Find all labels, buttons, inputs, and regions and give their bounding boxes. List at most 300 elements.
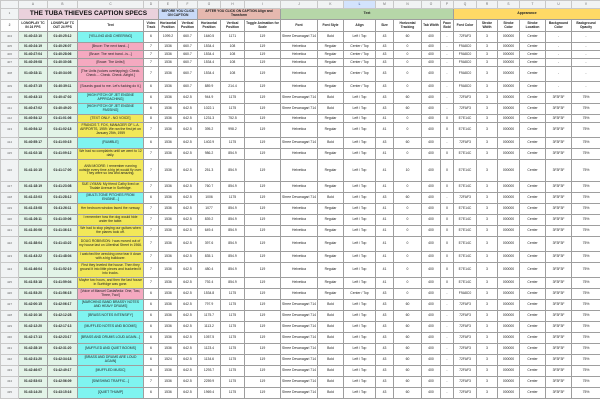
faux-bold-cell[interactable]: X [441, 204, 454, 215]
row-number[interactable]: 422 [1, 237, 19, 252]
row-number[interactable]: 430 [1, 333, 19, 344]
before-v-pos-cell[interactable]: 642.5 [178, 226, 198, 237]
font-style-cell[interactable]: Bold [318, 322, 344, 333]
before-h-pos-cell[interactable]: 1536 [159, 377, 178, 388]
stroke-location-cell[interactable]: Center [520, 67, 546, 82]
tc-out-cell[interactable]: 01:42:17:13 [48, 322, 78, 333]
tracking-cell[interactable]: 60 [394, 322, 422, 333]
font-color-cell[interactable]: 72FAF3 [454, 311, 477, 322]
video-track-cell[interactable]: 6 [144, 289, 159, 300]
stroke-location-cell[interactable]: Center [520, 355, 546, 366]
column-header[interactable]: Font Style [318, 20, 344, 32]
bg-color-cell[interactable]: 3F3F3F [546, 115, 572, 123]
stroke-location-cell[interactable]: Center [520, 226, 546, 237]
after-h-pos-cell[interactable]: 649.4 [198, 226, 221, 237]
font-cell[interactable]: Helvetica [281, 160, 318, 182]
stroke-location-cell[interactable]: Center [520, 51, 546, 59]
tc-out-cell[interactable]: 01:40:25:12 [48, 32, 78, 43]
column-header[interactable]: Size [376, 20, 394, 32]
after-v-pos-cell[interactable]: 108 [221, 67, 245, 82]
column-letter-d[interactable]: D [144, 1, 159, 9]
stroke-width-cell[interactable]: 3 [477, 366, 498, 377]
tc-in-cell[interactable]: 01:41:26:11 [19, 215, 48, 226]
align-cell[interactable]: Left / Top [344, 32, 376, 43]
tab-width-cell[interactable]: 400 [422, 82, 441, 93]
align-cell[interactable]: Left / Top [344, 322, 376, 333]
align-cell[interactable]: Left / Top [344, 237, 376, 252]
stroke-location-cell[interactable]: Center [520, 204, 546, 215]
scale-anim-cell[interactable]: 119 [245, 204, 281, 215]
scale-anim-cell[interactable]: 119 [245, 149, 281, 160]
align-cell[interactable]: Left / Top [344, 311, 376, 322]
after-h-pos-cell[interactable]: 1534.4 [198, 51, 221, 59]
after-v-pos-cell[interactable]: 854.9 [221, 237, 245, 252]
font-color-cell[interactable]: 72FAF3 [454, 322, 477, 333]
tab-width-cell[interactable]: 400 [422, 322, 441, 333]
scale-anim-cell[interactable]: 119 [245, 51, 281, 59]
font-color-cell[interactable]: 72FAF3 [454, 300, 477, 311]
tc-out-cell[interactable]: 01:42:56:09 [48, 377, 78, 388]
before-v-pos-cell[interactable]: 642.5 [178, 215, 198, 226]
tc-in-cell[interactable]: 01:42:53:03 [19, 377, 48, 388]
tab-width-cell[interactable]: 400 [422, 43, 441, 51]
size-cell[interactable]: 43 [376, 193, 394, 204]
faux-bold-cell[interactable]: X [441, 115, 454, 123]
stroke-location-cell[interactable]: Center [520, 215, 546, 226]
faux-bold-cell[interactable]: - [441, 366, 454, 377]
tab-width-cell[interactable]: 400 [422, 311, 441, 322]
scale-anim-cell[interactable]: 119 [245, 115, 281, 123]
tc-in-cell[interactable]: 01:42:00:15 [19, 300, 48, 311]
font-cell[interactable]: Helvetica [281, 82, 318, 93]
before-v-pos-cell[interactable]: 660.7 [178, 82, 198, 93]
faux-bold-cell[interactable]: - [441, 322, 454, 333]
before-v-pos-cell[interactable]: 660.7 [178, 67, 198, 82]
column-header[interactable]: Horizontal Position [159, 20, 178, 32]
align-cell[interactable]: Left / Top [344, 355, 376, 366]
column-header[interactable]: Font Color [454, 20, 477, 32]
column-header[interactable]: Video Track [144, 20, 159, 32]
stroke-location-cell[interactable]: Center [520, 59, 546, 67]
tc-out-cell[interactable]: 01:42:23:17 [48, 333, 78, 344]
stroke-color-cell[interactable]: 000000 [498, 278, 520, 289]
caption-text-cell[interactable]: [BRASS AND DRUMS LOUD AGAIN...] [78, 333, 144, 344]
before-v-pos-cell[interactable]: 642.5 [178, 104, 198, 115]
after-h-pos-cell[interactable]: 1534.4 [198, 43, 221, 51]
tab-width-cell[interactable]: 400 [422, 93, 441, 104]
bg-opacity-cell[interactable]: - [572, 82, 600, 93]
after-h-pos-cell[interactable]: 1113.2 [198, 322, 221, 333]
caption-text-cell[interactable]: SUE LYMAN: My friend Cathy lived on Tisdale Avenue in Surfridge. [78, 182, 144, 193]
scale-anim-cell[interactable]: 119 [245, 93, 281, 104]
tc-out-cell[interactable]: 01:41:48:04 [48, 252, 78, 263]
caption-text-cell[interactable]: I remember how the dog would hide under the table. [78, 215, 144, 226]
font-cell[interactable]: Helvetica [281, 226, 318, 237]
after-h-pos-cell[interactable]: 1077 [198, 204, 221, 215]
size-cell[interactable]: 41 [376, 263, 394, 278]
stroke-location-cell[interactable]: Center [520, 388, 546, 399]
video-track-cell[interactable]: 7 [144, 51, 159, 59]
font-color-cell[interactable]: E7E14C [454, 160, 477, 182]
size-cell[interactable]: 43 [376, 51, 394, 59]
size-cell[interactable]: 41 [376, 278, 394, 289]
row-number[interactable]: 409 [1, 82, 19, 93]
font-color-cell[interactable]: E7E14C [454, 237, 477, 252]
bg-color-cell[interactable]: 3F3F3F [546, 333, 572, 344]
size-cell[interactable]: 41 [376, 182, 394, 193]
caption-text-cell[interactable]: [Sounds good to me. Let's fucking do it.] [78, 82, 144, 93]
bg-opacity-cell[interactable]: 75% [572, 263, 600, 278]
after-v-pos-cell[interactable]: 108 [221, 43, 245, 51]
size-cell[interactable]: 41 [376, 237, 394, 252]
bg-color-cell[interactable]: 3F3F3F [546, 366, 572, 377]
size-cell[interactable]: 43 [376, 311, 394, 322]
caption-text-cell[interactable]: [Bruce: The next band...is...] [78, 51, 144, 59]
after-v-pos-cell[interactable]: 1171 [221, 32, 245, 43]
column-letter-i[interactable]: I [245, 1, 281, 9]
font-style-cell[interactable]: Bold [318, 344, 344, 355]
tc-out-cell[interactable]: 01:40:39:11 [48, 82, 78, 93]
bg-opacity-cell[interactable]: 75% [572, 237, 600, 252]
bg-opacity-cell[interactable]: 75% [572, 149, 600, 160]
after-h-pos-cell[interactable]: 1022.1 [198, 104, 221, 115]
bg-color-cell[interactable]: 3F3F3F [546, 138, 572, 149]
tracking-cell[interactable]: 0 [394, 123, 422, 138]
after-h-pos-cell[interactable]: 1006 [198, 193, 221, 204]
stroke-location-cell[interactable]: Center [520, 366, 546, 377]
tracking-cell[interactable]: 0 [394, 278, 422, 289]
tc-in-cell[interactable]: 01:40:43:13 [19, 93, 48, 104]
stroke-width-cell[interactable]: 3 [477, 138, 498, 149]
row-number[interactable]: 405 [1, 43, 19, 51]
tc-out-cell[interactable]: 01:42:31:20 [48, 344, 78, 355]
align-cell[interactable]: Left / Top [344, 215, 376, 226]
stroke-location-cell[interactable]: Center [520, 322, 546, 333]
tracking-cell[interactable]: 60 [394, 388, 422, 399]
tab-width-cell[interactable]: 400 [422, 193, 441, 204]
before-h-pos-cell[interactable]: 1536 [159, 226, 178, 237]
scale-anim-cell[interactable]: 119 [245, 104, 281, 115]
row-number[interactable]: 413 [1, 123, 19, 138]
scale-anim-cell[interactable]: 119 [245, 322, 281, 333]
stroke-color-cell[interactable]: 000000 [498, 311, 520, 322]
after-v-pos-cell[interactable]: 752.5 [221, 115, 245, 123]
align-cell[interactable]: Left / Top [344, 366, 376, 377]
tracking-cell[interactable]: 60 [394, 355, 422, 366]
stroke-color-cell[interactable]: 000000 [498, 123, 520, 138]
font-color-cell[interactable]: E7E14C [454, 263, 477, 278]
tc-out-cell[interactable]: 01:41:28:12 [48, 193, 78, 204]
font-cell[interactable]: Helvetica [281, 278, 318, 289]
faux-bold-cell[interactable]: - [441, 193, 454, 204]
row-number[interactable]: 426 [1, 289, 19, 300]
tracking-cell[interactable]: 0 [394, 289, 422, 300]
font-style-cell[interactable]: Regular [318, 252, 344, 263]
video-track-cell[interactable]: 7 [144, 237, 159, 252]
stroke-width-cell[interactable]: 3 [477, 193, 498, 204]
row-number[interactable]: 431 [1, 344, 19, 355]
column-header[interactable]: Align [344, 20, 376, 32]
after-h-pos-cell[interactable]: 1134.6 [198, 355, 221, 366]
stroke-location-cell[interactable]: Center [520, 237, 546, 252]
after-v-pos-cell[interactable]: 1175 [221, 344, 245, 355]
font-style-cell[interactable]: Regular [318, 149, 344, 160]
tab-width-cell[interactable]: 400 [422, 289, 441, 300]
font-cell[interactable]: Helvetica [281, 51, 318, 59]
before-h-pos-cell[interactable]: 1536 [159, 43, 178, 51]
font-cell[interactable]: Helvetica [281, 149, 318, 160]
tc-out-cell[interactable]: 01:41:09:12 [48, 149, 78, 160]
after-v-pos-cell[interactable]: 1175 [221, 322, 245, 333]
font-cell[interactable]: Shree Devanagari 714 [281, 93, 318, 104]
after-v-pos-cell[interactable]: 854.9 [221, 204, 245, 215]
faux-bold-cell[interactable]: - [441, 344, 454, 355]
after-h-pos-cell[interactable]: 986.2 [198, 149, 221, 160]
bg-opacity-cell[interactable]: - [572, 59, 600, 67]
stroke-width-cell[interactable]: 3 [477, 43, 498, 51]
bg-color-cell[interactable]: 3F3F3F [546, 204, 572, 215]
bg-color-cell[interactable]: - [546, 51, 572, 59]
tracking-cell[interactable]: 0 [394, 182, 422, 193]
column-header[interactable]: Vertical Position [221, 20, 245, 32]
after-v-pos-cell[interactable]: 854.9 [221, 252, 245, 263]
align-cell[interactable]: Left / Top [344, 123, 376, 138]
row-number[interactable]: 416 [1, 160, 19, 182]
row-number[interactable]: 419 [1, 204, 19, 215]
faux-bold-cell[interactable]: - [441, 388, 454, 399]
column-header[interactable]: Horizontal Tracking [394, 20, 422, 32]
font-cell[interactable]: Shree Devanagari 714 [281, 344, 318, 355]
after-v-pos-cell[interactable]: 1175 [221, 333, 245, 344]
tab-width-cell[interactable]: 400 [422, 344, 441, 355]
stroke-location-cell[interactable]: Center [520, 289, 546, 300]
bg-opacity-cell[interactable]: 75% [572, 115, 600, 123]
after-h-pos-cell[interactable]: 1534.4 [198, 59, 221, 67]
column-header[interactable]: Background Opacity [572, 20, 600, 32]
font-color-cell[interactable]: E7E14C [454, 123, 477, 138]
before-h-pos-cell[interactable]: 1536 [159, 115, 178, 123]
before-h-pos-cell[interactable]: 1536 [159, 311, 178, 322]
tc-in-cell[interactable]: 01:41:18:19 [19, 182, 48, 193]
tracking-cell[interactable]: 60 [394, 333, 422, 344]
stroke-location-cell[interactable]: Center [520, 182, 546, 193]
font-color-cell[interactable]: 72FAF3 [454, 366, 477, 377]
font-style-cell[interactable]: Bold [318, 104, 344, 115]
stroke-color-cell[interactable]: 000000 [498, 93, 520, 104]
before-h-pos-cell[interactable]: 1536 [159, 215, 178, 226]
stroke-location-cell[interactable]: Center [520, 278, 546, 289]
scale-anim-cell[interactable]: 119 [245, 32, 281, 43]
tab-width-cell[interactable]: 400 [422, 252, 441, 263]
stroke-color-cell[interactable]: 000000 [498, 138, 520, 149]
caption-text-cell[interactable]: ANN MOORE: I remember running outside every time a big jet would fly over. They were so low and amazing. [78, 160, 144, 182]
tracking-cell[interactable]: 0 [394, 252, 422, 263]
align-cell[interactable]: Left / Top [344, 300, 376, 311]
column-letter-n[interactable]: N [394, 1, 422, 9]
video-track-cell[interactable]: 6 [144, 300, 159, 311]
before-v-pos-cell[interactable]: 660.7 [178, 51, 198, 59]
column-header[interactable]: Background Color [546, 20, 572, 32]
before-h-pos-cell[interactable]: 1536 [159, 182, 178, 193]
font-color-cell[interactable]: 72FAF3 [454, 377, 477, 388]
before-h-pos-cell[interactable]: 1524 [159, 355, 178, 366]
before-v-pos-cell[interactable]: 642.5 [178, 237, 198, 252]
before-h-pos-cell[interactable]: 1536 [159, 82, 178, 93]
font-color-cell[interactable]: E7E14C [454, 182, 477, 193]
faux-bold-cell[interactable]: X [441, 226, 454, 237]
font-color-cell[interactable]: 72FAF3 [454, 355, 477, 366]
caption-text-cell[interactable]: [MULTI-TONE PITCHES FROM ENGINE...] [78, 193, 144, 204]
tc-out-cell[interactable]: 01:40:47:02 [48, 93, 78, 104]
stroke-color-cell[interactable]: 000000 [498, 237, 520, 252]
tc-out-cell[interactable]: 01:41:00:15 [48, 138, 78, 149]
tc-in-cell[interactable]: 01:40:33:11 [19, 67, 48, 82]
after-h-pos-cell[interactable]: 1057.5 [198, 333, 221, 344]
font-style-cell[interactable]: Bold [318, 193, 344, 204]
video-track-cell[interactable]: 6 [144, 93, 159, 104]
font-cell[interactable]: Shree Devanagari 714 [281, 377, 318, 388]
column-header[interactable]: Stroke Location [520, 20, 546, 32]
row-number[interactable]: 418 [1, 193, 19, 204]
font-style-cell[interactable]: Regular [318, 237, 344, 252]
tab-width-cell[interactable]: 400 [422, 333, 441, 344]
caption-text-cell[interactable]: [YELLING AND CHEERING] [78, 32, 144, 43]
bg-color-cell[interactable]: 3F3F3F [546, 237, 572, 252]
font-cell[interactable]: Helvetica [281, 182, 318, 193]
after-v-pos-cell[interactable]: 1175 [221, 377, 245, 388]
video-track-cell[interactable]: 6 [144, 344, 159, 355]
stroke-location-cell[interactable]: Center [520, 123, 546, 138]
tab-width-cell[interactable]: 400 [422, 300, 441, 311]
scale-anim-cell[interactable]: 119 [245, 344, 281, 355]
column-letter-v[interactable]: V [572, 1, 600, 9]
faux-bold-cell[interactable]: X [441, 123, 454, 138]
align-cell[interactable]: Left / Top [344, 193, 376, 204]
font-color-cell[interactable]: 72FAF3 [454, 138, 477, 149]
faux-bold-cell[interactable]: - [441, 32, 454, 43]
row-number[interactable]: 1 [1, 9, 19, 20]
caption-text-cell[interactable]: We had to stop playing our guitars when the planes took off. [78, 226, 144, 237]
font-cell[interactable]: Helvetica [281, 59, 318, 67]
bg-opacity-cell[interactable]: 75% [572, 93, 600, 104]
tc-in-cell[interactable]: 01:42:46:07 [19, 366, 48, 377]
bg-opacity-cell[interactable]: 75% [572, 104, 600, 115]
tracking-cell[interactable]: 60 [394, 104, 422, 115]
caption-text-cell[interactable]: [HIGH PITCH OF JET ENGINE PASSING] [78, 104, 144, 115]
stroke-location-cell[interactable]: Center [520, 149, 546, 160]
bg-opacity-cell[interactable]: 75% [572, 204, 600, 215]
before-v-pos-cell[interactable]: 660.7 [178, 59, 198, 67]
video-track-cell[interactable]: 6 [144, 82, 159, 93]
scale-anim-cell[interactable]: 119 [245, 252, 281, 263]
before-v-pos-cell[interactable]: 642.5 [178, 193, 198, 204]
bg-opacity-cell[interactable]: 75% [572, 289, 600, 300]
font-color-cell[interactable]: F9A8C0 [454, 51, 477, 59]
after-v-pos-cell[interactable]: 1175 [221, 388, 245, 399]
bg-opacity-cell[interactable]: 75% [572, 193, 600, 204]
stroke-color-cell[interactable]: 000000 [498, 226, 520, 237]
row-number[interactable]: 412 [1, 115, 19, 123]
stroke-width-cell[interactable]: 3 [477, 215, 498, 226]
column-letter-g[interactable]: G [198, 1, 221, 9]
font-color-cell[interactable]: E7E14C [454, 252, 477, 263]
video-track-cell[interactable]: 6 [144, 388, 159, 399]
before-v-pos-cell[interactable]: 660.7 [178, 43, 198, 51]
bg-opacity-cell[interactable]: 75% [572, 366, 600, 377]
font-cell[interactable]: Helvetica [281, 263, 318, 278]
before-v-pos-cell[interactable]: 642.5 [178, 93, 198, 104]
font-cell[interactable]: Shree Devanagari 714 [281, 32, 318, 43]
stroke-width-cell[interactable]: 3 [477, 149, 498, 160]
stroke-location-cell[interactable]: Center [520, 104, 546, 115]
tc-out-cell[interactable]: 01:41:30:06 [48, 215, 78, 226]
align-cell[interactable]: Left / Top [344, 115, 376, 123]
font-style-cell[interactable]: Regular [318, 204, 344, 215]
stroke-width-cell[interactable]: 3 [477, 333, 498, 344]
column-header[interactable]: LONGPLAY TC IN 24 FPS [19, 20, 48, 32]
font-cell[interactable]: Helvetica [281, 123, 318, 138]
stroke-location-cell[interactable]: Center [520, 344, 546, 355]
scale-anim-cell[interactable]: 119 [245, 123, 281, 138]
before-h-pos-cell[interactable]: 1536 [159, 344, 178, 355]
align-cell[interactable]: Center / Top [344, 51, 376, 59]
stroke-color-cell[interactable]: 000000 [498, 51, 520, 59]
font-style-cell[interactable]: Regular [318, 215, 344, 226]
size-cell[interactable]: 41 [376, 252, 394, 263]
stroke-width-cell[interactable]: 3 [477, 59, 498, 67]
font-cell[interactable]: Helvetica [281, 215, 318, 226]
video-track-cell[interactable]: 7 [144, 59, 159, 67]
caption-text-cell[interactable]: [SWISHING TRAFFIC...] [78, 377, 144, 388]
font-style-cell[interactable]: Bold [318, 333, 344, 344]
font-color-cell[interactable]: 72FAF3 [454, 333, 477, 344]
font-color-cell[interactable]: E7E14C [454, 278, 477, 289]
font-cell[interactable]: Shree Devanagari 714 [281, 300, 318, 311]
tab-width-cell[interactable]: 400 [422, 59, 441, 67]
faux-bold-cell[interactable]: - [441, 82, 454, 93]
font-cell[interactable]: Shree Devanagari 714 [281, 366, 318, 377]
video-track-cell[interactable]: 6 [144, 355, 159, 366]
tc-out-cell[interactable]: 01:40:26:07 [48, 43, 78, 51]
align-cell[interactable]: Center / Top [344, 43, 376, 51]
align-cell[interactable]: Left / Top [344, 182, 376, 193]
faux-bold-cell[interactable]: X [441, 237, 454, 252]
font-color-cell[interactable]: E7E14C [454, 149, 477, 160]
column-letter-e[interactable]: E [159, 1, 178, 9]
bg-color-cell[interactable]: 3F3F3F [546, 193, 572, 204]
column-letter-f[interactable]: F [178, 1, 198, 9]
tracking-cell[interactable]: 60 [394, 344, 422, 355]
align-cell[interactable]: Center / Top [344, 59, 376, 67]
column-header[interactable]: Text [78, 20, 144, 32]
faux-bold-cell[interactable]: X [441, 160, 454, 182]
before-h-pos-cell[interactable]: 1099.2 [159, 32, 178, 43]
column-header[interactable]: Stroke Width [477, 20, 498, 32]
after-h-pos-cell[interactable]: 1969.4 [198, 388, 221, 399]
stroke-color-cell[interactable]: 000000 [498, 322, 520, 333]
faux-bold-cell[interactable]: - [441, 138, 454, 149]
scale-anim-cell[interactable]: 119 [245, 43, 281, 51]
column-letter-k[interactable]: K [318, 1, 344, 9]
size-cell[interactable]: 41 [376, 215, 394, 226]
after-h-pos-cell[interactable]: 1534.4 [198, 67, 221, 82]
stroke-location-cell[interactable]: Center [520, 43, 546, 51]
tc-out-cell[interactable]: 01:40:28:06 [48, 51, 78, 59]
tab-width-cell[interactable]: 400 [422, 204, 441, 215]
tc-in-cell[interactable]: 01:40:24:19 [19, 43, 48, 51]
stroke-width-cell[interactable]: 3 [477, 123, 498, 138]
font-cell[interactable]: Helvetica [281, 115, 318, 123]
